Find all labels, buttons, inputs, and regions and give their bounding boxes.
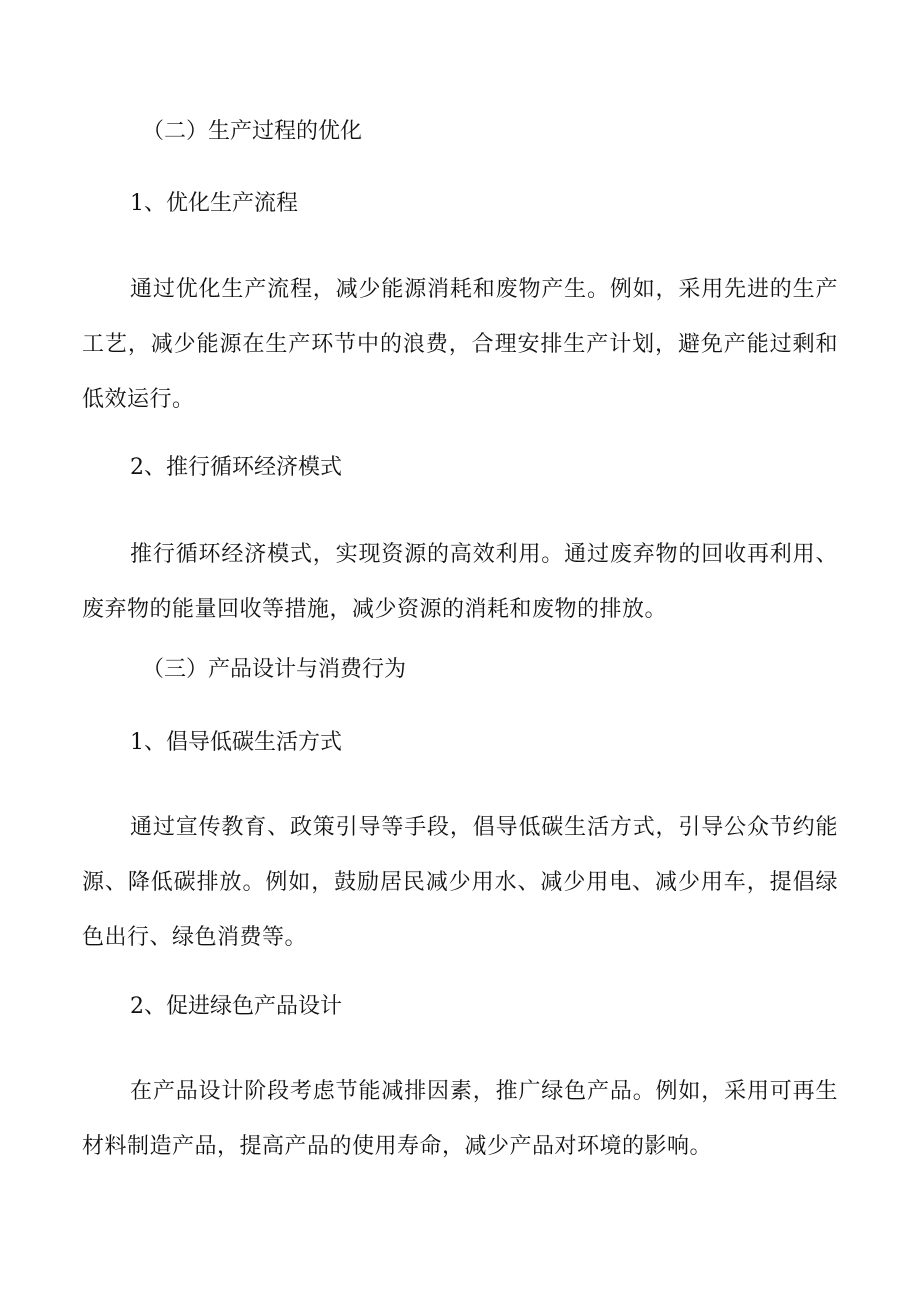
paragraph-low-carbon-lifestyle: 通过宣传教育、政策引导等手段，倡导低碳生活方式，引导公众节约能源、降低碳排放。例如，鼓励居民减少用水、减少用电、减少用车，提倡绿色出行、绿色消费等。	[82, 815, 838, 950]
item-heading-green-product-design: 2、促进绿色产品设计	[130, 994, 342, 1019]
item-heading-circular-economy: 2、推行循环经济模式	[130, 455, 342, 480]
item-heading-low-carbon-lifestyle: 1、倡导低碳生活方式	[130, 730, 342, 755]
paragraph-circular-economy: 推行循环经济模式，实现资源的高效利用。通过废弃物的回收再利用、废弃物的能量回收等措施，减少资源的消耗和废物的排放。	[82, 542, 838, 622]
section-heading-production-optimization: （二）生产过程的优化	[142, 119, 363, 144]
paragraph-optimize-process: 通过优化生产流程，减少能源消耗和废物产生。例如，采用先进的生产工艺，减少能源在生产环节中的浪费，合理安排生产计划，避免产能过剩和低效运行。	[82, 277, 838, 412]
section-heading-product-design: （三）产品设计与消费行为	[142, 657, 407, 682]
paragraph-green-product-design: 在产品设计阶段考虑节能减排因素，推广绿色产品。例如，采用可再生材料制造产品，提高产品的使用寿命，减少产品对环境的影响。	[82, 1079, 838, 1159]
item-heading-optimize-process: 1、优化生产流程	[130, 191, 298, 216]
